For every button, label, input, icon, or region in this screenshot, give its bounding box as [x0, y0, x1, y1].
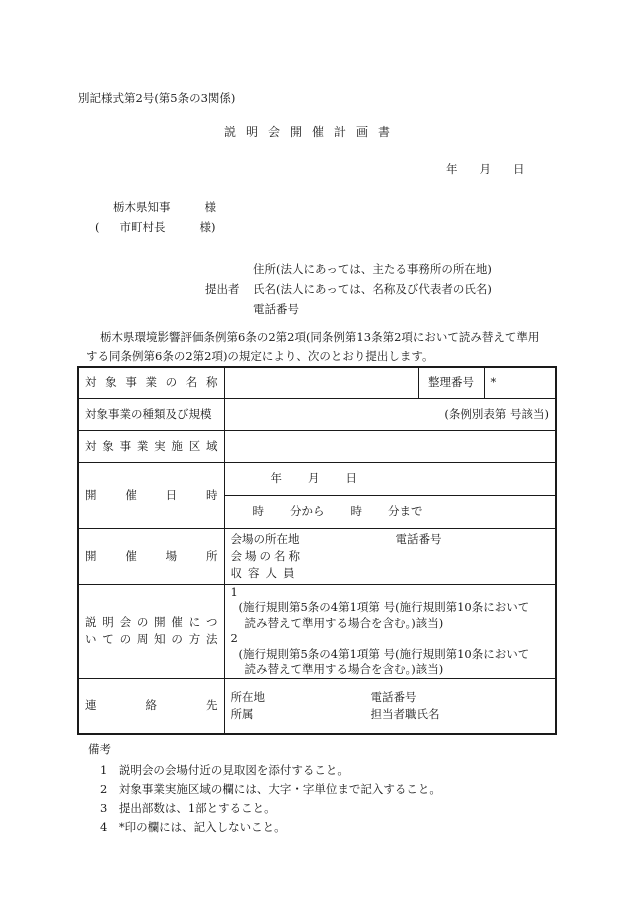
- intro-text: 栃木県環境影響評価条例第6条の2第2項(同条例第13条第2項において読み替えて準用 する同条例第6条の2第2項)の規定により、次のとおり提出します。: [86, 330, 540, 363]
- row-project-type: [78, 398, 556, 430]
- notes: [88, 740, 441, 837]
- date-month: 月: [479, 162, 491, 176]
- note-item: 1 説明会の会場付近の見取図を添付すること。: [100, 763, 349, 777]
- label-method: 説 明 会 の 開 催 に つ い て の 周 知 の 方 法: [78, 584, 224, 678]
- field-contact[interactable]: 所在地 電話番号 所属 担当者職氏名: [224, 678, 556, 734]
- row-schedule-date: [78, 462, 556, 495]
- submitter-label: 提出者: [205, 282, 240, 296]
- notes-heading: 備考: [88, 742, 111, 756]
- note-item: 2 対象事業実施区域の欄には、大字・字単位まで記入すること。: [100, 782, 441, 796]
- date-year: 年: [446, 162, 458, 176]
- row-contact: [78, 678, 556, 734]
- label-schedule: 開 催 日 時: [85, 487, 218, 502]
- field-method[interactable]: 1 (施行規則第5条の4第1項第 号(施行規則第10条において 読み替えて準用する場合を含む。)該当) 2 (施行規則第5条の4第1項第 号(施行規則第10条において 読み替えて準用する場合を含む。)該当): [224, 584, 556, 678]
- plan-table: [77, 366, 557, 735]
- label-area: 対 象 事 業 実 施 区 域: [85, 438, 218, 453]
- label-venue: 開 催 場 所: [85, 548, 218, 563]
- row-method: [78, 584, 556, 678]
- row-area: [78, 430, 556, 462]
- form-number: 別記様式第2号(第5条の3関係): [78, 91, 236, 105]
- row-venue: [78, 528, 556, 584]
- field-project-type[interactable]: [224, 398, 556, 430]
- field-schedule-time[interactable]: 時 分から 時 分まで: [224, 495, 556, 528]
- field-ref-no: *: [484, 367, 556, 398]
- submitter-name: 氏名(法人にあっては、名称及び代表者の氏名): [253, 282, 492, 296]
- date-day: 日: [513, 162, 525, 176]
- note-item: 3 提出部数は、1部とすること。: [100, 801, 276, 815]
- row-project-name: [78, 367, 556, 398]
- label-contact: 連 絡 先: [85, 698, 218, 713]
- date-line: [446, 161, 525, 177]
- ordinance-ref: (条例別表第 号該当): [444, 406, 549, 421]
- field-venue[interactable]: 会場の所在地 電話番号 会場の名称 収容人員: [224, 528, 556, 584]
- field-project-name[interactable]: [224, 367, 418, 398]
- page-title: 説明会開催計画書: [224, 125, 401, 139]
- addressee-mayor: ( 市町村長 様): [95, 220, 216, 234]
- label-ref-no: 整理番号: [418, 367, 484, 398]
- note-item: 4 *印の欄には、記入しないこと。: [100, 820, 286, 834]
- submitter-phone: 電話番号: [253, 302, 299, 316]
- field-area[interactable]: [224, 430, 556, 462]
- field-schedule-date[interactable]: 年 月 日: [224, 462, 556, 495]
- label-project-type: 対象事業の種類及び規模: [78, 398, 224, 430]
- submitter-address: 住所(法人にあっては、主たる事務所の所在地): [253, 262, 492, 276]
- label-project-name: 対 象 事 業 の 名 称: [85, 375, 218, 390]
- addressee-governor: 栃木県知事 様: [113, 200, 216, 214]
- submitter-block: [205, 259, 492, 319]
